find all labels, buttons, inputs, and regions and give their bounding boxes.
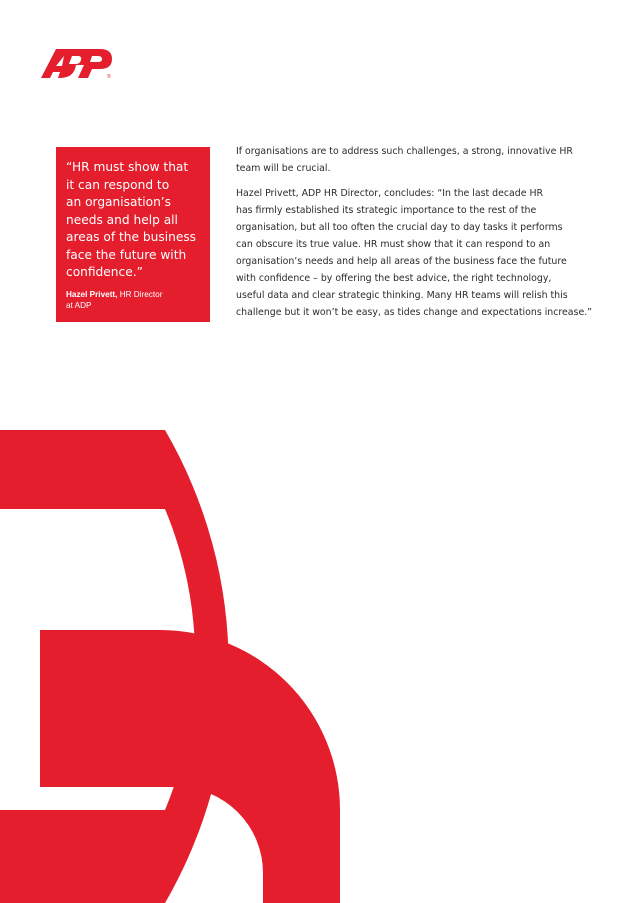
- attribution-role: HR Director: [117, 289, 163, 299]
- quote-line: face the future with: [66, 247, 187, 262]
- text-line: team will be crucial.: [236, 163, 331, 174]
- quote-line: “HR must show that: [66, 160, 189, 174]
- text-line: organisation, but all too often the crucial day to day tasks it performs: [236, 222, 563, 233]
- quote-line: confidence.”: [66, 265, 143, 279]
- text-line: If organisations are to address such challenges, a strong, innovative HR: [236, 146, 573, 157]
- quote-line: areas of the business: [66, 230, 197, 244]
- attribution-company: at ADP: [66, 300, 92, 310]
- text-line: with confidence – by offering the best advice, the right technology,: [236, 273, 552, 284]
- quote-line: it can respond to: [66, 177, 170, 192]
- attribution-name: Hazel Privett,: [66, 289, 118, 299]
- registered-mark: ®: [107, 74, 111, 79]
- quote-line: an organisation’s: [66, 195, 172, 209]
- text-line: has firmly established its strategic importance to the rest of the: [236, 205, 537, 216]
- page-number: 18: [61, 842, 75, 855]
- text-line: can obscure its true value. HR must show that it can respond to an: [236, 239, 551, 250]
- text-line: Hazel Privett, ADP HR Director, concludes: “In the last decade HR: [236, 188, 544, 199]
- text-line: useful data and clear strategic thinking. Many HR teams will relish this: [236, 290, 568, 301]
- text-line: challenge but it won’t be easy, as tides change and expectations increase.”: [236, 307, 593, 318]
- text-line: organisation’s needs and help all areas of the business face the future: [236, 256, 567, 267]
- footer-section-title: The Role of HR: [98, 843, 169, 854]
- quote-line: needs and help all: [66, 212, 178, 227]
